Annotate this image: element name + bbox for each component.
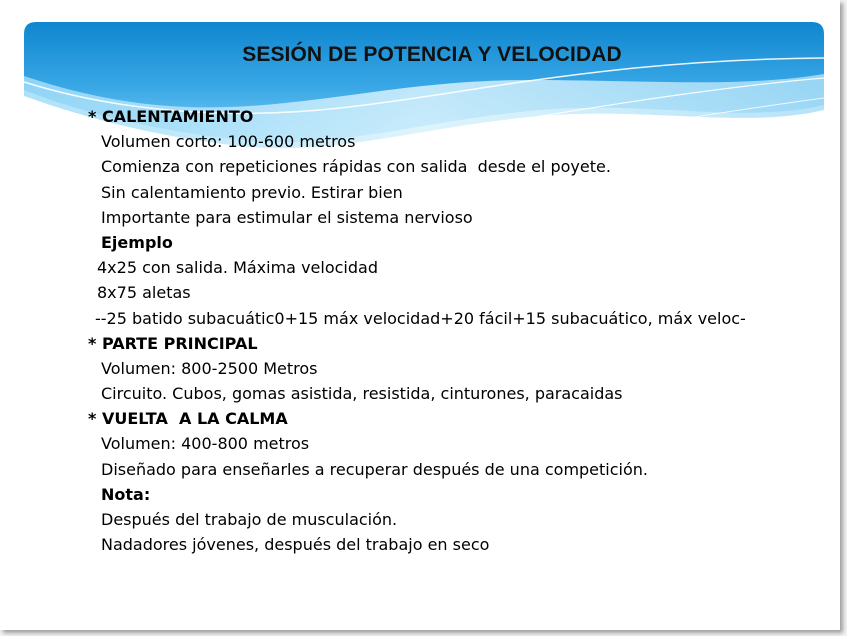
calentamiento-line: Volumen corto: 100-600 metros bbox=[101, 132, 356, 152]
slide-title: SESIÓN DE POTENCIA Y VELOCIDAD bbox=[242, 43, 622, 66]
nota-line: Después del trabajo de musculación. bbox=[101, 510, 398, 529]
slide-content bbox=[88, 104, 746, 557]
section-heading-parte-principal: * PARTE PRINCIPAL bbox=[88, 333, 258, 353]
parte-principal-line: Volumen: 800-2500 Metros bbox=[101, 358, 318, 378]
nota-label: Nota: bbox=[101, 484, 151, 504]
parte-principal-line: Circuito. Cubos, gomas asistida, resistida, cinturones, paracaidas bbox=[101, 384, 623, 404]
section-heading-vuelta-calma: * VUELTA A LA CALMA bbox=[88, 409, 288, 429]
calentamiento-line: Sin calentamiento previo. Estirar bien bbox=[101, 182, 403, 202]
calentamiento-line: Importante para estimular el sistema nervioso bbox=[101, 207, 473, 227]
vuelta-calma-line: Volumen: 400-800 metros bbox=[101, 434, 310, 454]
section-heading-calentamiento: * CALENTAMIENTO bbox=[88, 107, 254, 126]
ejemplo-line: 4x25 con salida. Máxima velocidad bbox=[97, 258, 378, 278]
ejemplo-line: --25 batido subacuátic0+15 máx velocidad+20 fácil+15 subacuático, máx veloc- bbox=[95, 308, 746, 328]
ejemplo-label: Ejemplo bbox=[101, 232, 173, 252]
nota-line: Nadadores jóvenes, después del trabajo en seco bbox=[101, 535, 490, 555]
calentamiento-line: Comienza con repeticiones rápidas con salida desde el poyete. bbox=[101, 157, 611, 177]
vuelta-calma-line: Diseñado para enseñarles a recuperar después de una competición. bbox=[101, 459, 648, 479]
ejemplo-line: 8x75 aletas bbox=[97, 283, 191, 303]
